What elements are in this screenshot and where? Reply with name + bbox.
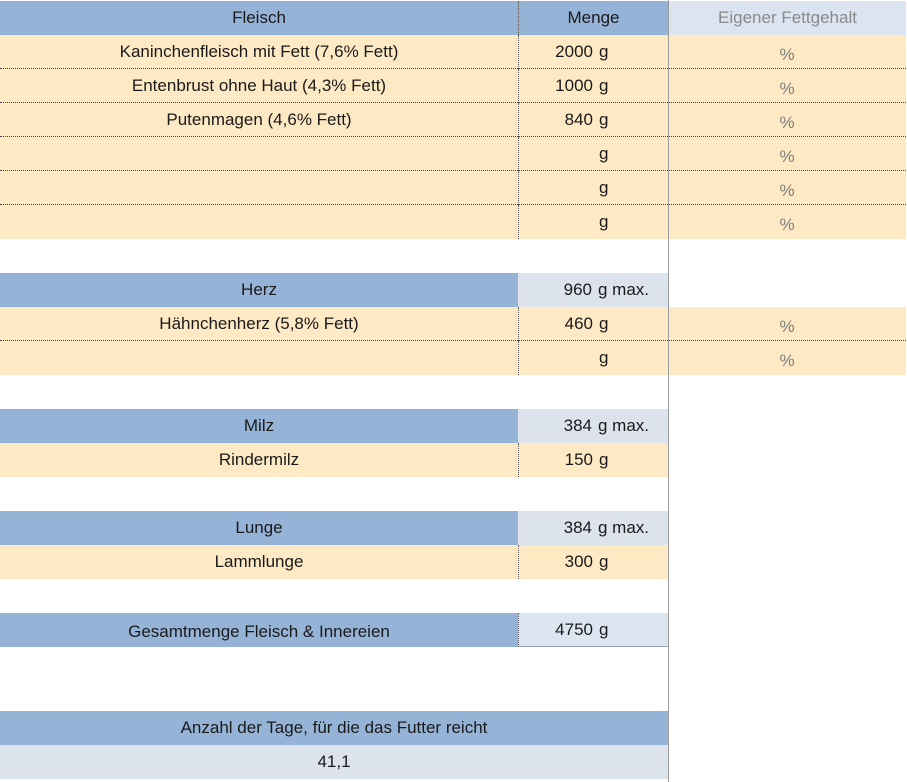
amount-value: 2000	[555, 41, 593, 61]
herz-max-cell[interactable]	[518, 273, 668, 307]
table-row	[0, 35, 907, 69]
fat-percent-cell[interactable]: %	[668, 341, 906, 375]
amount-unit: g	[599, 109, 609, 129]
milz-header-row	[0, 409, 907, 443]
fat-percent-cell[interactable]: %	[668, 69, 906, 103]
herz-name-cell[interactable]	[0, 341, 518, 375]
max-unit: g max.	[598, 416, 650, 435]
lunge-title[interactable]: Lunge	[0, 511, 518, 545]
fleisch-amount-cell[interactable]	[518, 137, 668, 171]
max-value: 384	[563, 416, 592, 435]
table-row	[0, 307, 907, 341]
milz-title[interactable]: Milz	[0, 409, 518, 443]
amount-unit: g	[599, 450, 609, 469]
fleisch-name-cell[interactable]: Entenbrust ohne Haut (4,3% Fett)	[0, 69, 518, 103]
max-unit: g max.	[598, 280, 650, 299]
table-row	[0, 137, 907, 171]
header-fleisch[interactable]: Fleisch	[0, 1, 518, 35]
fat-percent-cell[interactable]: %	[668, 307, 906, 341]
amount-value: 840	[564, 109, 593, 129]
header-fettgehalt[interactable]: Eigener Fettgehalt	[668, 1, 906, 35]
amount-unit: g	[599, 41, 609, 61]
max-unit: g max.	[598, 518, 650, 537]
lunge-header-row	[0, 511, 907, 545]
amount-value: 1000	[555, 75, 593, 95]
table-row	[0, 205, 907, 239]
amount-value: 300	[564, 552, 593, 571]
fleisch-name-cell[interactable]: Kaninchenfleisch mit Fett (7,6% Fett)	[0, 35, 518, 69]
max-value: 960	[563, 280, 592, 299]
total-unit: g	[599, 619, 609, 639]
herz-amount-cell[interactable]	[518, 307, 668, 341]
herz-title[interactable]: Herz	[0, 273, 518, 307]
table-row	[0, 341, 907, 375]
header-menge[interactable]: Menge	[518, 1, 668, 35]
amount-unit: g	[599, 177, 609, 197]
amount-value: 150	[564, 450, 593, 469]
total-value: 4750	[555, 619, 593, 639]
days-header-row	[0, 711, 668, 745]
fleisch-name-cell[interactable]	[0, 171, 518, 205]
fleisch-amount-cell[interactable]	[518, 205, 668, 239]
herz-amount-cell[interactable]	[518, 341, 668, 375]
milz-name-cell[interactable]: Rindermilz	[0, 443, 518, 477]
total-label[interactable]: Gesamtmenge Fleisch & Innereien	[0, 613, 518, 647]
amount-unit: g	[599, 552, 609, 571]
herz-header-row	[0, 273, 907, 307]
amount-value: 460	[564, 313, 593, 333]
amount-unit: g	[599, 143, 609, 163]
fat-percent-cell[interactable]: %	[668, 171, 906, 205]
milz-amount-cell[interactable]	[518, 443, 668, 477]
amount-unit: g	[599, 75, 609, 95]
fat-percent-cell[interactable]: %	[668, 35, 906, 69]
table-row	[0, 69, 907, 103]
table-row	[0, 443, 907, 477]
days-value[interactable]: 41,1	[0, 745, 668, 779]
lunge-max-cell[interactable]	[518, 511, 668, 545]
lunge-name-cell[interactable]: Lammlunge	[0, 545, 518, 579]
fleisch-amount-cell[interactable]	[518, 69, 668, 103]
table-row	[0, 103, 907, 137]
total-amount-cell[interactable]	[518, 613, 668, 647]
total-row	[0, 613, 907, 647]
lunge-amount-cell[interactable]	[518, 545, 668, 579]
days-label[interactable]: Anzahl der Tage, für die das Futter reicht	[0, 711, 668, 745]
header-row	[0, 1, 907, 35]
fleisch-amount-cell[interactable]	[518, 103, 668, 137]
fleisch-amount-cell[interactable]	[518, 35, 668, 69]
amount-unit: g	[599, 313, 609, 333]
table-row	[0, 545, 907, 579]
fleisch-name-cell[interactable]	[0, 205, 518, 239]
table-row	[0, 171, 907, 205]
days-value-row	[0, 745, 668, 779]
max-value: 384	[563, 518, 592, 537]
herz-name-cell[interactable]: Hähnchenherz (5,8% Fett)	[0, 307, 518, 341]
milz-max-cell[interactable]	[518, 409, 668, 443]
fleisch-name-cell[interactable]	[0, 137, 518, 171]
fat-percent-cell[interactable]: %	[668, 103, 906, 137]
fat-percent-cell[interactable]: %	[668, 205, 906, 239]
column-divider	[668, 0, 669, 782]
fleisch-amount-cell[interactable]	[518, 171, 668, 205]
fleisch-name-cell[interactable]: Putenmagen (4,6% Fett)	[0, 103, 518, 137]
amount-unit: g	[599, 212, 609, 231]
amount-unit: g	[599, 348, 609, 367]
fat-percent-cell[interactable]: %	[668, 137, 906, 171]
